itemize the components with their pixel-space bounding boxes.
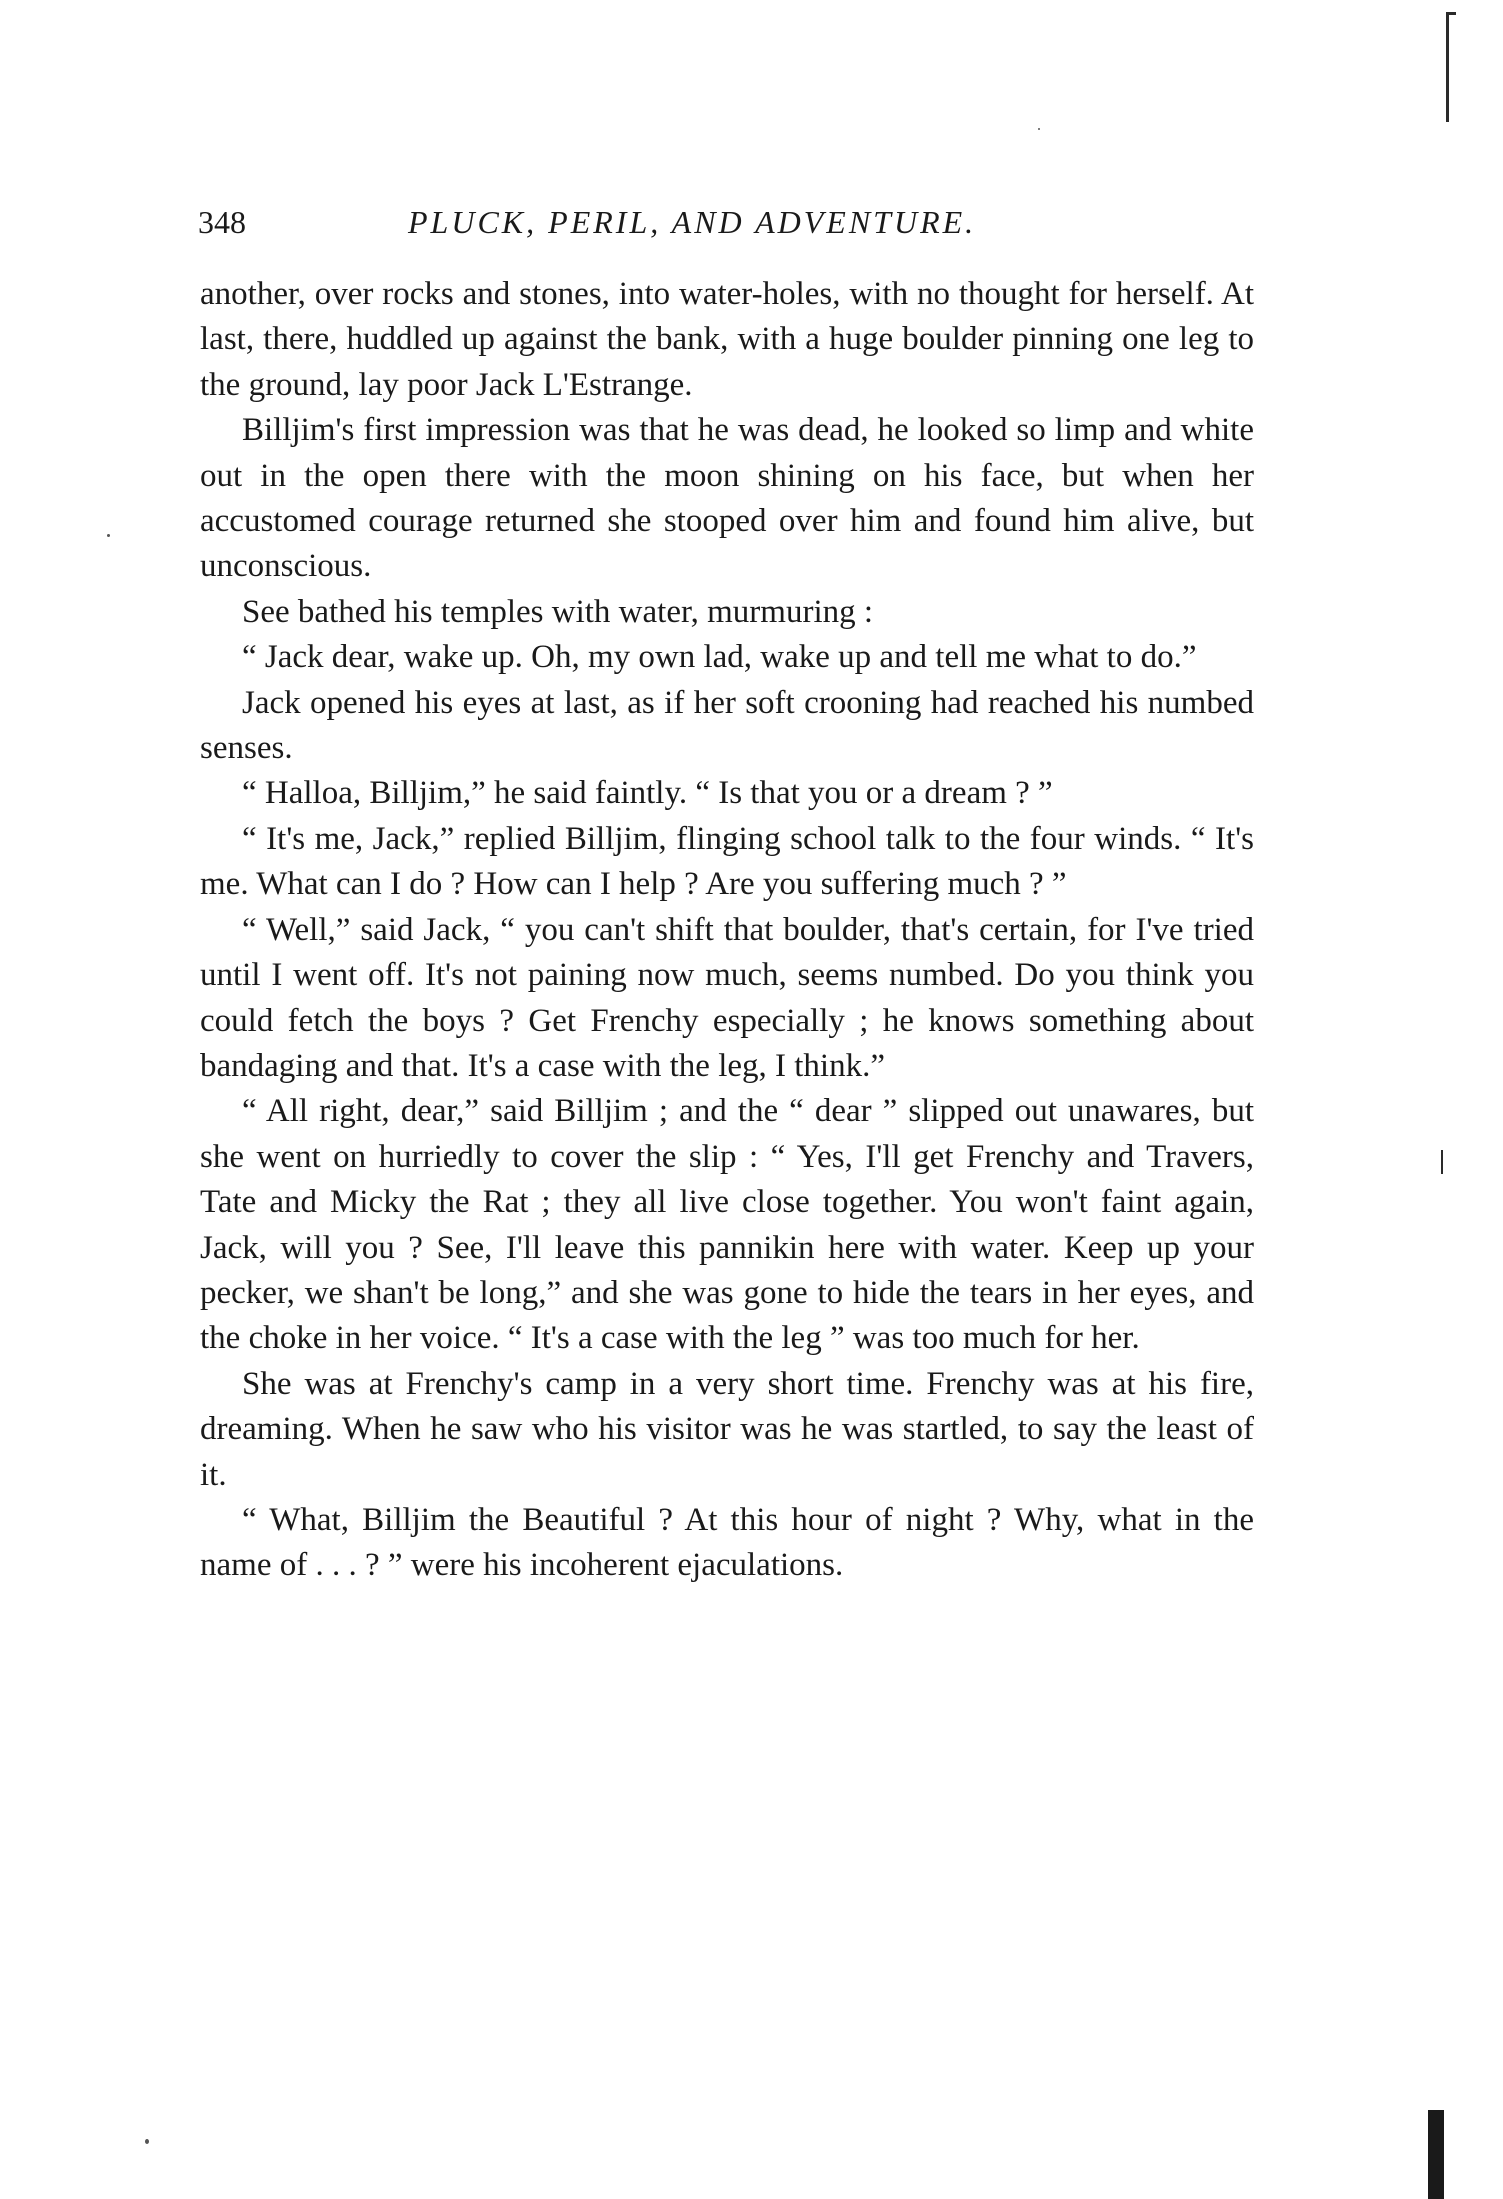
running-head: PLUCK, PERIL, AND ADVENTURE.	[408, 204, 977, 240]
page-number: 348	[198, 204, 246, 240]
paragraph: See bathed his temples with water, murmuring :	[242, 593, 874, 630]
paragraph: “ All right, dear,” said Billjim ; and the “ dear ” slipped out unawares, but she went on hurriedly to cover the slip : “ Yes, I'll get Frenchy and Travers, Tate and Micky the Rat ; they all live close together. You won't faint again, Jack, will you ? See, I'll leave this pannikin here with water. Keep up your pecker, we shan't be long,” and she was gone to hide the tears in her eyes, and the choke in her voice. “ It's a case with the leg ” was too much for her.	[200, 1093, 1254, 1357]
binding-edge-mark	[1428, 2110, 1444, 2199]
page-edge-tick	[1446, 12, 1456, 15]
paragraph: “ What, Billjim the Beautiful ? At this hour of night ? Why, what in the name of . . . ? ” were his incoherent ejaculations.	[200, 1501, 1254, 1584]
margin-mark	[1441, 1150, 1443, 1174]
paragraph: “ Halloa, Billjim,” he said faintly. “ Is that you or a dream ? ”	[242, 775, 1053, 812]
page-edge-mark	[1446, 12, 1449, 122]
paragraph: “ Well,” said Jack, “ you can't shift that boulder, that's certain, for I've tried until I went off. It's not paining now much, seems numbed. Do you think you could fetch the boys ? Get Frenchy especially ; he knows something about bandaging and that. It's a case with the leg, I think.”	[200, 911, 1254, 1084]
paragraph: She was at Frenchy's camp in a very short time. Frenchy was at his fire, dreaming. When he saw who his visitor was he was startled, to say the least of it.	[200, 1365, 1254, 1493]
paragraph: “ Jack dear, wake up. Oh, my own lad, wake up and tell me what to do.”	[242, 639, 1197, 676]
speck	[107, 534, 110, 537]
speck	[145, 2139, 149, 2144]
page-header	[198, 197, 1252, 247]
paragraph: “ It's me, Jack,” replied Billjim, flinging school talk to the four winds. “ It's me. What can I do ? How can I help ? Are you suffering much ? ”	[200, 820, 1254, 903]
paragraph: another, over rocks and stones, into water-holes, with no thought for herself. At last, there, huddled up against the bank, with a huge boulder pinning one leg to the ground, lay poor Jack L'Estrange.	[200, 276, 1254, 403]
body-text	[200, 272, 1254, 1589]
paragraph: Jack opened his eyes at last, as if her soft crooning had reached his numbed senses.	[200, 684, 1254, 767]
speck	[1038, 128, 1040, 130]
paragraph: Billjim's first impression was that he was dead, he looked so limp and white out in the open there with the moon shining on his face, but when her accustomed courage returned she stooped over him and found him alive, but unconscious.	[200, 412, 1254, 585]
